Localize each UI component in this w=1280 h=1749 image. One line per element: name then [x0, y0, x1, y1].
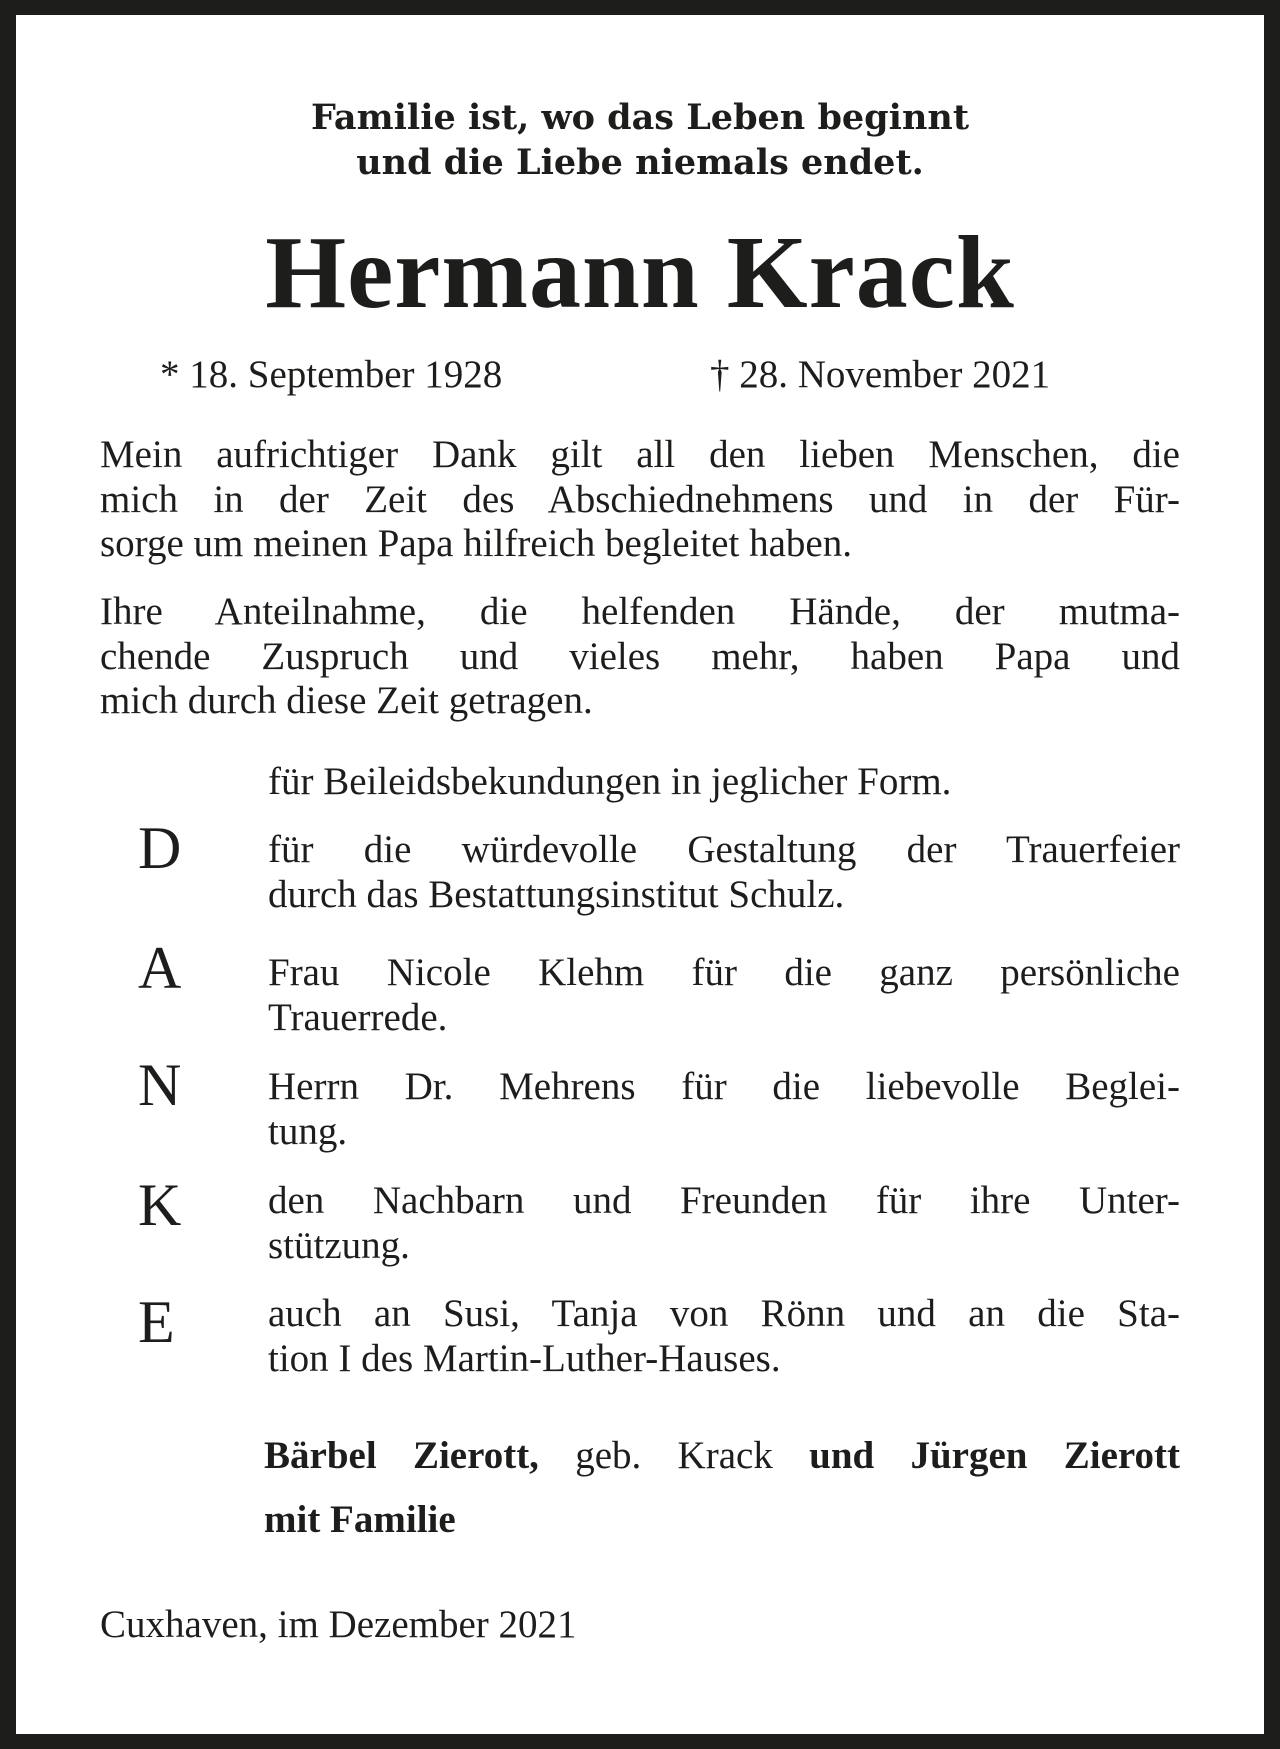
danke-item-line: Herrn Dr. Mehrens für die liebevolle Beglei- — [268, 1065, 1180, 1108]
paragraph-line: Mein aufrichtiger Dank gilt all den lieben Menschen, die — [100, 433, 1180, 476]
deceased-name: Hermann Krack — [265, 215, 1015, 330]
paragraph-line: mich in der Zeit des Abschiednehmens und in der Für- — [100, 477, 1180, 521]
danke-item — [268, 1292, 1180, 1381]
motto-line: und die Liebe niemals endet. — [356, 142, 924, 183]
sympathy-paragraph — [100, 590, 1180, 724]
danke-item-line: stützung. — [268, 1223, 410, 1267]
signature — [264, 1424, 1180, 1552]
danke-letter-e: E — [138, 1289, 175, 1355]
place-and-date: Cuxhaven, im Dezember 2021 — [100, 1603, 577, 1646]
signature-name-2: und Jürgen Zierott — [809, 1434, 1180, 1477]
paragraph-line: chende Zuspruch und vieles mehr, haben Papa und — [100, 634, 1180, 678]
paragraph-line: sorge um meinen Papa hilfreich begleitet haben. — [100, 522, 852, 565]
danke-item-line: Trauerrede. — [268, 995, 448, 1039]
danke-letter-a: A — [138, 935, 182, 1001]
danke-item — [268, 760, 1180, 805]
signature-name-1: Bärbel Zierott, — [264, 1434, 539, 1477]
signature-family: mit Familie — [264, 1498, 456, 1541]
danke-item-line: für die würdevolle Gestaltung der Trauerfeier — [268, 828, 1180, 871]
danke-item-line: Frau Nicole Klehm für die ganz persönliche — [268, 951, 1180, 994]
danke-item — [268, 951, 1180, 1040]
paragraph-line: mich durch diese Zeit getragen. — [100, 679, 593, 722]
danke-item — [268, 828, 1180, 917]
danke-item — [268, 1065, 1180, 1154]
danke-letter-d: D — [138, 815, 182, 881]
danke-item-line: den Nachbarn und Freunden für ihre Unter- — [268, 1179, 1180, 1222]
thanks-paragraph — [100, 433, 1180, 567]
birth-date: * 18. September 1928 — [160, 353, 503, 396]
danke-letter-n: N — [138, 1052, 182, 1118]
danke-item-line: auch an Susi, Tanja von Rönn und an die Sta- — [268, 1292, 1180, 1335]
danke-letter-k: K — [138, 1172, 182, 1238]
danke-item-line: tion I des Martin-Luther-Hauses. — [268, 1336, 781, 1380]
paragraph-line: Ihre Anteilnahme, die helfenden Hände, der mutma- — [100, 590, 1180, 633]
motto-line: Familie ist, wo das Leben beginnt — [310, 97, 970, 138]
danke-item-line: tung. — [268, 1109, 348, 1153]
danke-item — [268, 1179, 1180, 1268]
death-date: † 28. November 2021 — [710, 353, 1051, 396]
motto — [100, 95, 1180, 185]
signature-names — [264, 1424, 1180, 1488]
danke-item-line: für Beileidsbekundungen in jeglicher Form. — [268, 760, 952, 803]
danke-item-line: durch das Bestattungsinstitut Schulz. — [268, 872, 845, 916]
signature-maiden-name: geb. Krack — [575, 1434, 773, 1477]
